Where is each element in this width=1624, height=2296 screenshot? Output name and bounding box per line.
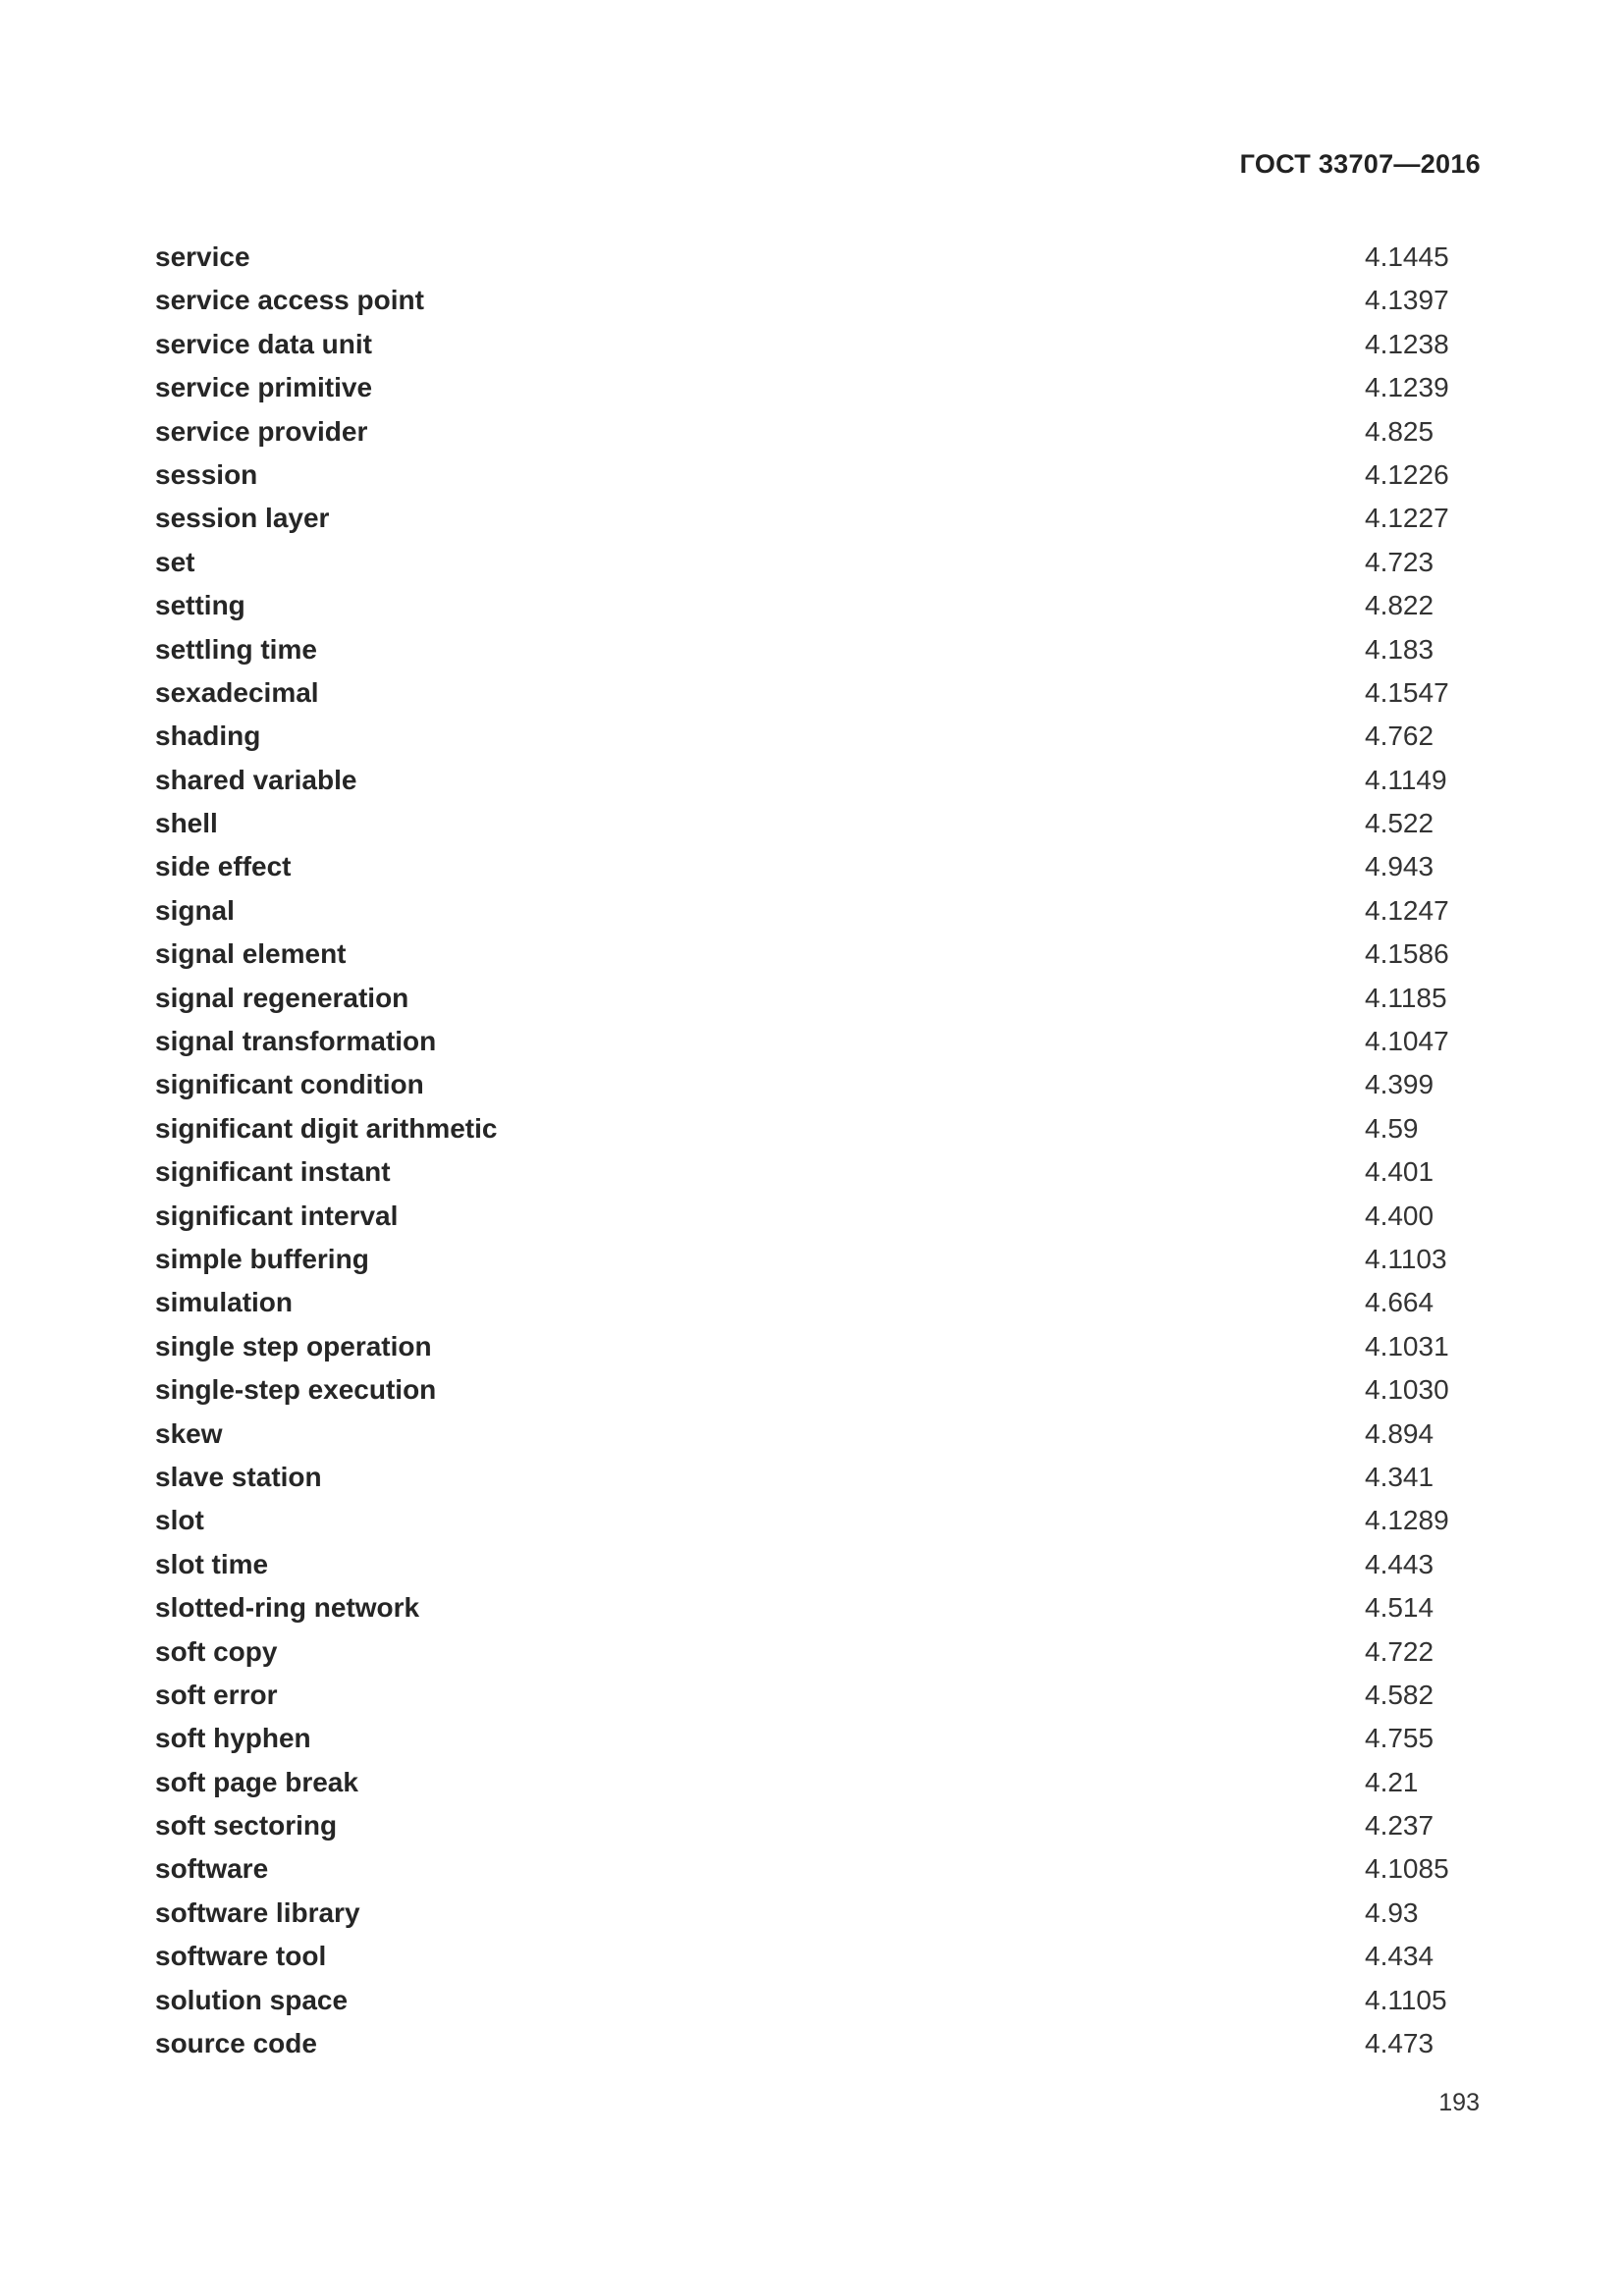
index-reference-number: 4.21 (1365, 1766, 1419, 1797)
index-entry (155, 1674, 1457, 1717)
index-term: service (155, 241, 250, 272)
index-term: side effect (155, 851, 292, 882)
index-reference-number: 4.1247 (1365, 894, 1449, 926)
index-reference-number: 4.522 (1365, 808, 1435, 839)
index-reference-number: 4.943 (1365, 851, 1435, 882)
index-entry (155, 889, 1457, 933)
index-term: significant instant (155, 1156, 391, 1188)
term-index-list (155, 236, 1457, 2065)
index-reference-number: 4.93 (1365, 1896, 1419, 1928)
index-entry (155, 366, 1457, 409)
index-entry (155, 1456, 1457, 1499)
index-term: simple buffering (155, 1243, 369, 1274)
index-term: shell (155, 808, 218, 839)
index-entry (155, 323, 1457, 366)
index-term: slot (155, 1505, 204, 1536)
index-reference-number: 4.1105 (1365, 1984, 1447, 2015)
index-term: soft sectoring (155, 1810, 338, 1842)
index-term: setting (155, 590, 245, 621)
index-term: signal element (155, 938, 347, 970)
index-entry (155, 1107, 1457, 1150)
index-entry (155, 1630, 1457, 1674)
index-term: soft page break (155, 1766, 358, 1797)
index-entry (155, 933, 1457, 976)
index-term: source code (155, 2028, 317, 2059)
index-entry (155, 1150, 1457, 1194)
index-entry (155, 236, 1457, 279)
index-term: significant digit arithmetic (155, 1112, 498, 1144)
index-reference-number: 4.1445 (1365, 241, 1449, 272)
index-entry (155, 671, 1457, 715)
index-term: single-step execution (155, 1374, 437, 1406)
index-term: set (155, 546, 195, 577)
index-entry (155, 1195, 1457, 1238)
index-entry (155, 1499, 1457, 1542)
index-term: single step operation (155, 1330, 432, 1362)
index-entry (155, 1804, 1457, 1847)
index-reference-number: 4.400 (1365, 1200, 1435, 1231)
index-term: service data unit (155, 328, 372, 359)
index-reference-number: 4.825 (1365, 415, 1435, 447)
index-term: session layer (155, 503, 330, 534)
index-reference-number: 4.1227 (1365, 503, 1449, 534)
index-entry (155, 715, 1457, 758)
index-term: significant condition (155, 1069, 424, 1100)
index-entry (155, 541, 1457, 584)
index-term: significant interval (155, 1200, 399, 1231)
index-entry (155, 1413, 1457, 1456)
index-reference-number: 4.755 (1365, 1723, 1435, 1754)
index-term: shading (155, 721, 261, 752)
index-entry (155, 497, 1457, 540)
index-reference-number: 4.582 (1365, 1679, 1435, 1710)
index-term: soft hyphen (155, 1723, 311, 1754)
index-entry (155, 1761, 1457, 1804)
index-entry (155, 1281, 1457, 1324)
index-term: software tool (155, 1941, 327, 1972)
index-term: slave station (155, 1461, 322, 1492)
index-entry (155, 802, 1457, 845)
document-code-header: ГОСТ 33707—2016 (1239, 149, 1481, 179)
index-reference-number: 4.1238 (1365, 328, 1449, 359)
index-term: software (155, 1853, 269, 1885)
index-reference-number: 4.664 (1365, 1287, 1435, 1318)
index-reference-number: 4.1239 (1365, 372, 1449, 403)
index-entry (155, 977, 1457, 1020)
index-term: session (155, 458, 258, 490)
index-reference-number: 4.1103 (1365, 1243, 1447, 1274)
index-reference-number: 4.1289 (1365, 1505, 1449, 1536)
index-entry (155, 1935, 1457, 1978)
index-reference-number: 4.59 (1365, 1112, 1419, 1144)
index-reference-number: 4.1547 (1365, 676, 1449, 708)
index-reference-number: 4.237 (1365, 1810, 1435, 1842)
index-reference-number: 4.1047 (1365, 1026, 1449, 1057)
index-term: solution space (155, 1984, 349, 2015)
index-term: simulation (155, 1287, 294, 1318)
index-term: skew (155, 1417, 223, 1449)
index-entry (155, 410, 1457, 454)
index-entry (155, 1325, 1457, 1368)
index-entry (155, 845, 1457, 888)
index-reference-number: 4.1397 (1365, 285, 1449, 316)
index-reference-number: 4.1185 (1365, 982, 1447, 1013)
index-entry (155, 1238, 1457, 1281)
index-reference-number: 4.1030 (1365, 1374, 1449, 1406)
index-entry (155, 584, 1457, 627)
index-reference-number: 4.822 (1365, 590, 1435, 621)
index-entry (155, 1020, 1457, 1063)
index-term: shared variable (155, 764, 357, 795)
index-term: signal transformation (155, 1026, 437, 1057)
index-reference-number: 4.1085 (1365, 1853, 1449, 1885)
index-reference-number: 4.762 (1365, 721, 1435, 752)
index-reference-number: 4.1149 (1365, 764, 1447, 795)
index-reference-number: 4.183 (1365, 633, 1435, 665)
index-reference-number: 4.894 (1365, 1417, 1435, 1449)
index-term: soft copy (155, 1635, 278, 1667)
index-term: soft error (155, 1679, 278, 1710)
index-reference-number: 4.434 (1365, 1941, 1435, 1972)
index-entry (155, 1979, 1457, 2022)
index-entry (155, 454, 1457, 497)
index-term: service provider (155, 415, 368, 447)
index-entry (155, 1717, 1457, 1760)
index-term: settling time (155, 633, 317, 665)
index-entry (155, 2022, 1457, 2065)
index-reference-number: 4.443 (1365, 1548, 1435, 1579)
index-reference-number: 4.399 (1365, 1069, 1435, 1100)
index-entry (155, 1543, 1457, 1586)
page-number: 193 (1438, 2089, 1480, 2116)
index-term: signal regeneration (155, 982, 409, 1013)
index-reference-number: 4.1226 (1365, 458, 1449, 490)
index-reference-number: 4.722 (1365, 1635, 1435, 1667)
index-term: service primitive (155, 372, 373, 403)
index-entry (155, 1847, 1457, 1891)
index-reference-number: 4.1586 (1365, 938, 1449, 970)
index-entry (155, 628, 1457, 671)
index-entry (155, 1892, 1457, 1935)
index-term: service access point (155, 285, 424, 316)
index-term: sexadecimal (155, 676, 319, 708)
index-reference-number: 4.1031 (1365, 1330, 1449, 1362)
index-entry (155, 1063, 1457, 1106)
index-entry (155, 759, 1457, 802)
index-entry (155, 1586, 1457, 1629)
index-term: signal (155, 894, 235, 926)
index-reference-number: 4.473 (1365, 2028, 1435, 2059)
index-term: slotted-ring network (155, 1592, 420, 1624)
index-term: slot time (155, 1548, 269, 1579)
index-term: software library (155, 1896, 360, 1928)
index-entry (155, 279, 1457, 322)
index-reference-number: 4.514 (1365, 1592, 1435, 1624)
index-entry (155, 1368, 1457, 1412)
index-reference-number: 4.401 (1365, 1156, 1435, 1188)
index-reference-number: 4.341 (1365, 1461, 1435, 1492)
index-reference-number: 4.723 (1365, 546, 1435, 577)
